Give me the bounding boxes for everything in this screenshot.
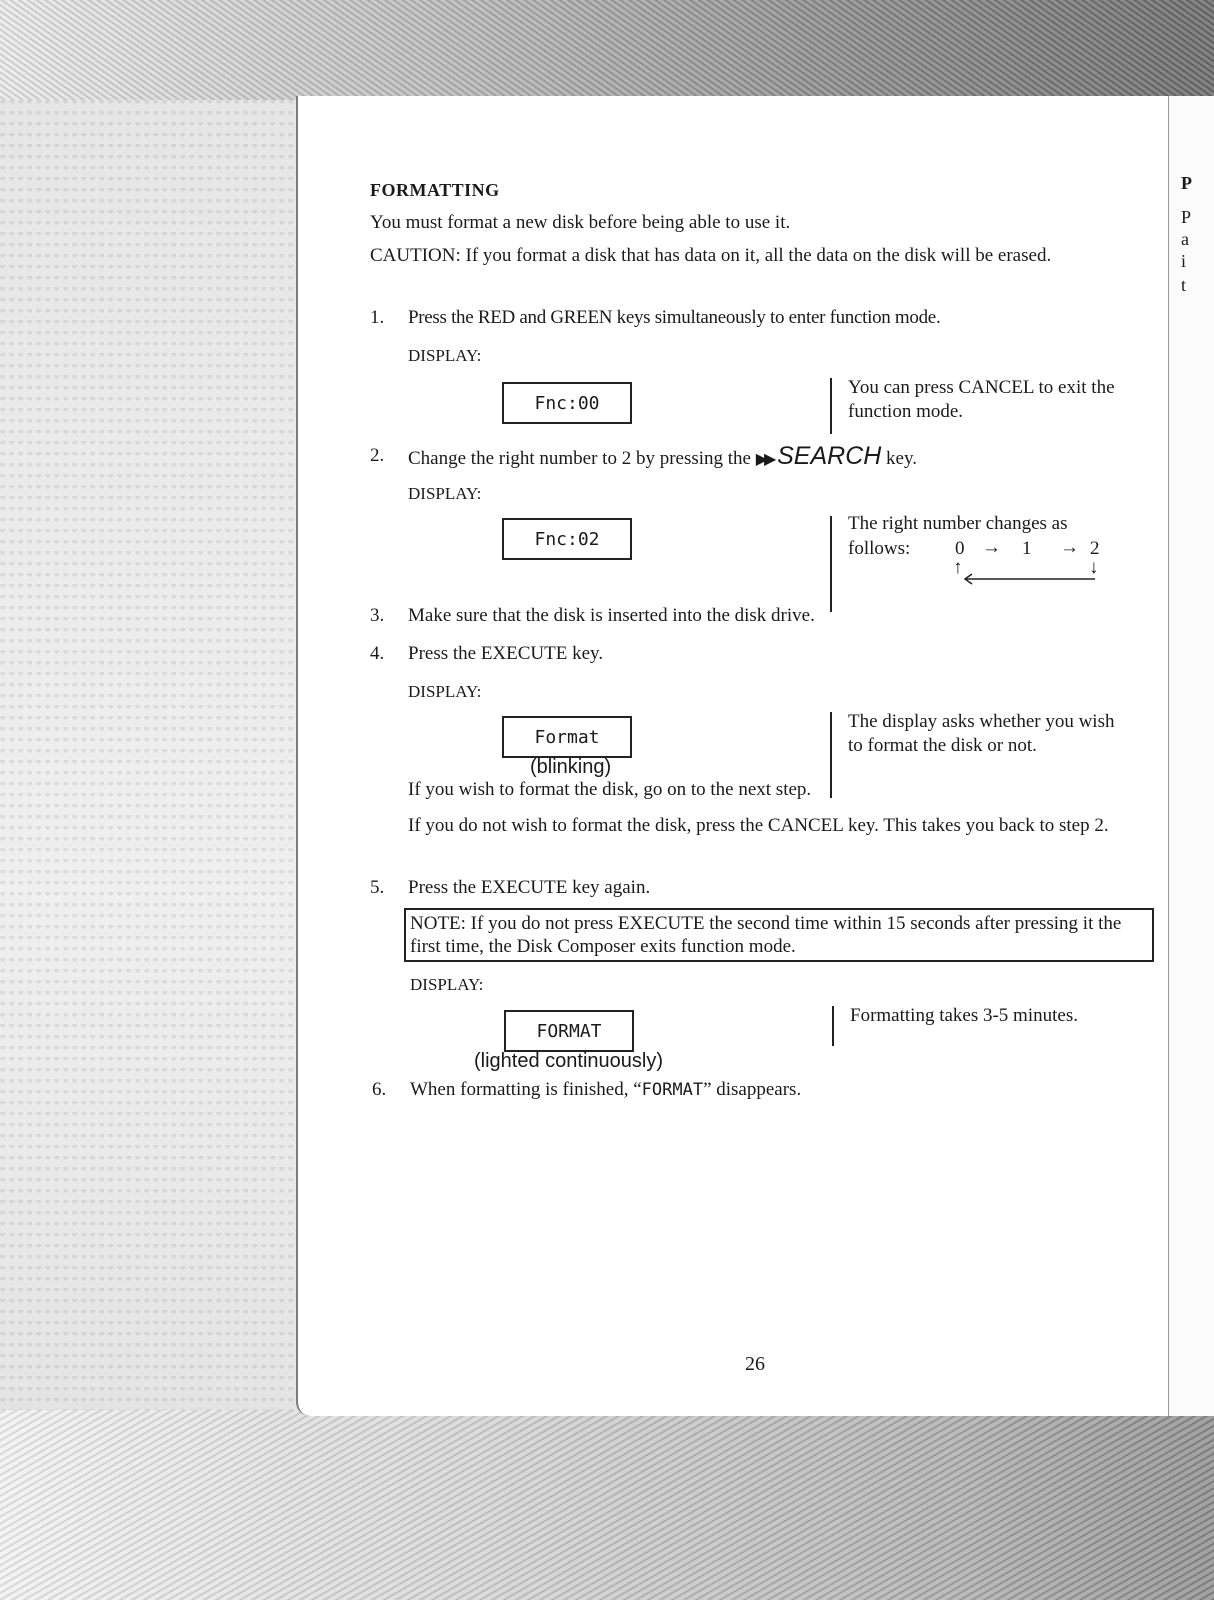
display-label: DISPLAY: (408, 346, 482, 365)
peek-letter: P (1181, 207, 1192, 227)
peek-letter: i (1181, 251, 1187, 271)
peek-letter: P (1181, 173, 1192, 193)
scan-noise-bottom (0, 1410, 1214, 1600)
step-text: Press the RED and GREEN keys simultaneously to enter function mode. (408, 307, 941, 328)
display-label: DISPLAY: (408, 484, 482, 503)
display-label: DISPLAY: (408, 682, 482, 701)
display-label: DISPLAY: (410, 975, 484, 994)
side-note-bar (830, 516, 832, 612)
step-text-before: When formatting is finished, “ (410, 1079, 642, 1100)
side-note-bar (832, 1006, 834, 1046)
right-arrow-icon: → (982, 537, 1001, 558)
side-note: The display asks whether you wish to format the disk or not. (848, 711, 1115, 756)
step-text-before: Change the right number to 2 by pressing the (408, 448, 751, 469)
section-heading: FORMATTING (370, 180, 500, 200)
step-number: 6. (372, 1079, 387, 1100)
page-number: 26 (745, 1353, 765, 1375)
right-arrow-icon: → (1060, 537, 1079, 558)
side-note: The right number changes as (848, 513, 1068, 534)
side-note: follows: (848, 538, 911, 559)
step-text-after: key. (886, 448, 917, 469)
fast-forward-icon: ▶▶ (755, 451, 773, 468)
peek-letter: t (1181, 275, 1187, 295)
cycle-return-arrow-icon (955, 572, 1097, 586)
lcd-display: Fnc:00 (502, 382, 632, 424)
lcd-caption: (blinking) (530, 756, 612, 778)
step-number: 2. (370, 445, 385, 466)
up-arrow-icon: ↑ (953, 557, 963, 578)
note-box: NOTE: If you do not press EXECUTE the second time within 15 seconds after pressing it the first time, the Disk Composer exits function mode. (404, 908, 1154, 962)
down-arrow-icon: ↓ (1089, 557, 1099, 578)
step-text: Press the EXECUTE key again. (408, 877, 651, 898)
step-text: Make sure that the disk is inserted into the disk drive. (408, 605, 815, 626)
side-note: Formatting takes 3-5 minutes. (850, 1005, 1078, 1026)
cycle-value: 2 (1090, 538, 1100, 559)
instruction-text: If you do not wish to format the disk, press the CANCEL key. This takes you back to step 2. (408, 815, 1109, 836)
caution-text: CAUTION: If you format a disk that has data on it, all the data on the disk will be erased. (370, 245, 1052, 266)
lcd-display: Format (502, 716, 632, 758)
next-page-edge (1166, 96, 1214, 1416)
lcd-word: FORMAT (641, 1080, 704, 1100)
scan-noise-left (0, 100, 300, 1420)
intro-text: You must format a new disk before being able to use it. (370, 212, 791, 233)
side-note-bar (830, 378, 832, 434)
step-text: Press the EXECUTE key. (408, 643, 604, 664)
step-number: 4. (370, 643, 385, 664)
step-number: 1. (370, 307, 385, 328)
lcd-caption: (lighted continuously) (474, 1050, 663, 1072)
search-key-label: SEARCH (777, 442, 882, 470)
step-number: 5. (370, 877, 385, 898)
side-note-bar (830, 712, 832, 798)
step-text-after: ” disappears. (703, 1079, 802, 1100)
cycle-value: 1 (1022, 538, 1032, 559)
side-note: You can press CANCEL to exit the function mode. (848, 377, 1115, 422)
instruction-text: If you wish to format the disk, go on to the next step. (408, 779, 812, 800)
lcd-display: FORMAT (504, 1010, 634, 1052)
step-text (408, 444, 917, 472)
step-text (410, 1078, 801, 1102)
scan-noise-top (0, 0, 1214, 110)
peek-letter: a (1181, 229, 1189, 249)
cycle-value: 0 (955, 538, 965, 559)
step-number: 3. (370, 605, 385, 626)
lcd-display: Fnc:02 (502, 518, 632, 560)
